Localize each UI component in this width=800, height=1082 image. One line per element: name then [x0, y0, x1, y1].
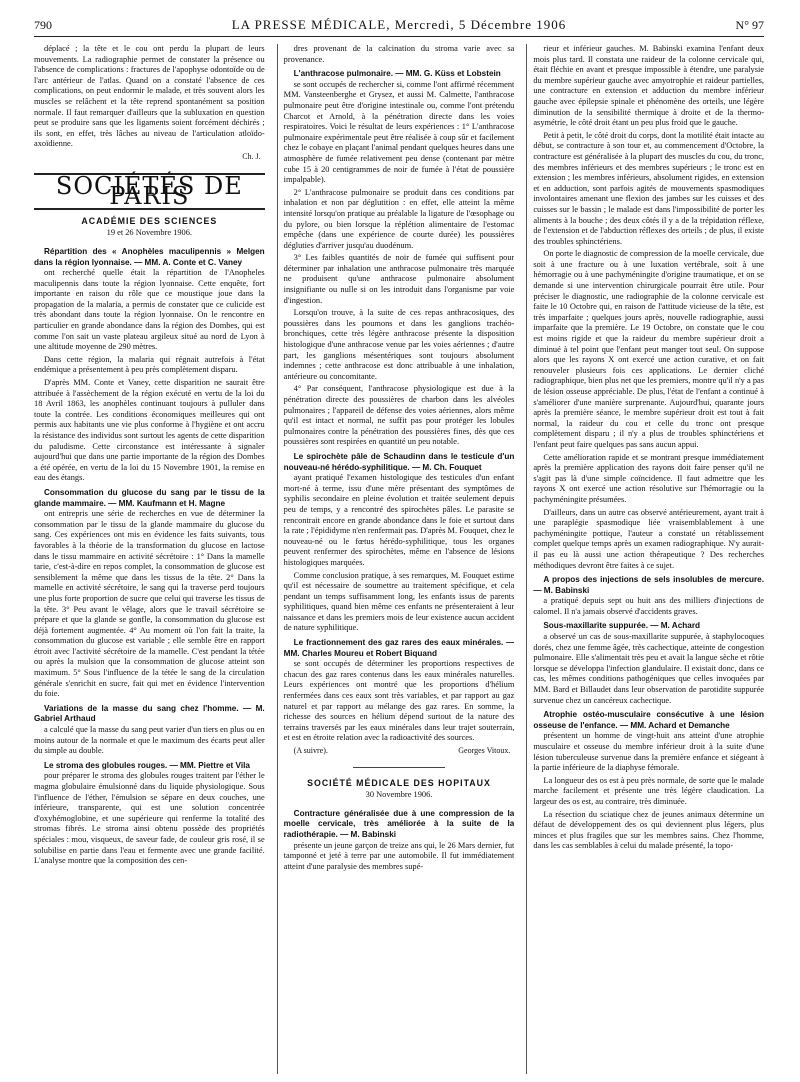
article-paragraph: a calculé que la masse du sang peut varier d'un tiers en plus ou en moins autour de la normale et que le maximum des écarts peut aller du simple au double.	[34, 725, 265, 756]
article-paragraph: a pratiqué depuis sept ou huit ans des milliers d'injections de calomel. Il n'a jamais observé d'accidents graves.	[533, 596, 765, 616]
intro-signature: Ch. J.	[242, 151, 261, 161]
article-paragraph: Petit à petit, le côté droit du corps, dont la motilité était intacte au début, se contracture à son tour et, au commencement d'Octobre, la contracture est généralisée à la plupart des muscles du cou, du tronc, des membres inférieurs et des membres supérieurs ; le tronc est en extension ; les membres inférieurs, absolument rigides, en extension et en adduction, sont parfois agités de mouvements spasmodiques involontaires amenant une flexion des jambes sur les cuisses et des cuisses sur le bassin ; le malade est dans l'impossibilité de porter les aliments à la bouche ; des deux côtés il y a de la trépidation réflexe, de l'extension et de l'abduction réflexes des orteils ; de plus, il existe des troubles sphinctériens.	[533, 130, 765, 246]
article-heading: Le stroma des globules rouges. — MM. Piettre et Vila	[44, 760, 250, 770]
page-number: 790	[34, 17, 52, 32]
article-paragraph: rieur et inférieur gauches. M. Babinski examina l'enfant deux mois plus tard. Il constata une raideur de la colonne cervicale qui, était fléchie en avant et presque impossible à étendre, une paralysie du membre supérieur gauche avec amyotrophie et raideur partielles, une contracture en extension et adduction du membre inférieur gauche avec épilepsie spinale et phénomène des orteils, une légère diminution de la sensibilité thermique à droite et de la thermo-asymétrie, le côté droit étant un peu plus froid que le gauche.	[533, 44, 765, 128]
article-paragraph: 2° L'anthracose pulmonaire se produit dans ces conditions par inhalation et non par déglutition : en effet, elle atteint la même intensité lorsqu'on pratique au préalable la ligature de l'œsophage ou du pylore, ou bien lorsque la réplétion alimentaire de l'estomac empêche (dans une expérience de courte durée) les poussières dégluties d'arriver jusqu'au duodénum.	[283, 187, 515, 250]
article-paragraph: se sont occupés de déterminer les proportions respectives de chacun des gaz rares contenus dans les eaux minérales naturelles. Leurs expériences ont montré que les proportions d'hélium renfermées dans ces eaux sont très variables, et par rapport au gaz naturel et par rapport au mélange des gaz rares. En somme, la richesse des sources en hélium dépend surtout de la nature des terrains traversés par les eaux minérales dans leur trajet souterrain, et est en étroite relation avec la radioactivité des sources.	[283, 659, 515, 743]
article-paragraph: Dans cette région, la malaria qui régnait autrefois à l'état endémique a présentement à peu près complètement disparu.	[34, 354, 265, 375]
article-heading: Contracture généralisée due à une compression de la moelle cervicale, très améliorée à la suite de la radiothérapie. — M. Babinski	[283, 808, 515, 839]
article-columns	[34, 44, 764, 1074]
column-2	[277, 44, 515, 1074]
article-paragraph: ont entrepris une série de recherches en vue de déterminer la consommation par le tissu de la glande mammaire du glucose du sang. Ces expériences ont mis en évidence les faits suivants, tous favorables à la théorie de la transformation du glucose en lactose dans le tissu mammaire en activité sécrétoire : 1° Dans la mamelle tarie, c'est-à-dire en repos complet, la consommation de glucose est sensiblement la même que dans les tissus de la tête. 2° Dans la mamelle en activité sécrétoire, le sang qui la traverse perd toujours une plus forte proportion de sucre que celui qui traverse les tissus de la tête. 3° Peu avant le vêlage, alors que le travail sécrétoire se prépare et que la glande se gonfle, la consommation du glucose est déjà fortement augmentée. 4° Au moment où l'on fait la traite, la consommation du glucose est variable ; elle semble être en rapport étroit avec l'activité sécrétoire de la mamelle. C'est pendant la tétée ou après la mulsion que la consommation de glucose atteint son maximum. 5° Sous l'influence de la tétée le sang de la circulation générale s'enrichit en sucre, fait qui met en évidence l'intervention du foie.	[34, 509, 265, 699]
article-heading: Sous-maxillarite suppurée. — M. Achard	[543, 621, 701, 631]
article-paragraph: Lorsqu'on trouve, à la suite de ces repas anthracosiques, des poussières dans les poumons et dans les ganglions trachéo-bronchiques, cette très légère anthracose présente la disposition histologique d'une anthracose venue par les voies aériennes ; d'autre part, les ganglions mésentériques sont toujours absolument indemnes ; cette anthracose est donc attribuable à une inhalation, antérieure ou concomitante.	[283, 308, 515, 381]
intro-paragraph: déplacé ; la tête et le cou ont perdu la plupart de leurs mouvements. La radiographie permet de constater la présence ou l'absence de complications : fractures de l'apophyse odontoïde ou de l'arc antérieur de l'atlas. Quand on a constaté l'absence de ces complications, on peut endormir le malade, et très souvent alors les muscles se relâchent et la tête reprend spontanément sa position normale. Il faut remarquer d'ailleurs que la subluxation en question peut se produire sans que les ligaments soient forcément déchirés ; ils sont, en effet, très lâches au niveau de l'articulation atloïdo-axoïdienne.	[34, 44, 265, 149]
academie-date: 19 et 26 Novembre 1906.	[106, 228, 193, 238]
journal-title: LA PRESSE MÉDICALE, Mercredi, 5 Décembre 1906	[231, 17, 567, 32]
article-heading: Répartition des « Anophèles maculipennis » Melgen dans la région lyonnaise. — MM. A. Conte et C. Vaney	[34, 246, 265, 267]
article-heading: L'anthracose pulmonaire. — MM. G. Küss et Lobstein	[293, 69, 501, 79]
article-paragraph: La longueur des os est à peu près normale, de sorte que le malade marche facilement et présente une très légère claudication. La largeur des os est, au contraire, très diminuée.	[533, 775, 765, 806]
article-heading: Consommation du glucose du sang par le tissu de la glande mammaire. — MM. Kaufmann et H. Magne	[34, 487, 265, 508]
article-paragraph: présente un jeune garçon de treize ans qui, le 26 Mars dernier, fut tamponné et jeté à terre par une automobile. Il fut immédiatement atteint d'une paralysie des membres supé-	[283, 840, 515, 871]
hopitaux-heading: SOCIÉTÉ MÉDICALE DES HOPITAUX	[307, 777, 491, 788]
article-paragraph: pour préparer le stroma des globules rouges traitent par l'éther le magma globulaire émulsionné dans du liquide physiologique. Sous l'influence de l'éther, l'émulsion se sépare en deux couches, une inférieure, transparente, qui est une solution concentrée d'oxyhémoglobine, et une supérieure qui renferme la totalité des stromas fibrés. Le stroma ainsi obtenu possède des propriétés spéciales : mou, visqueux, de saveur fade, de couleur gris rosé, il se solubilise en partie dans l'eau et fermente avec une grande facilité. L'analyse montre que la composition des cen-	[34, 771, 265, 866]
article-heading: Atrophie ostéo-musculaire consécutive à une lésion osseuse de l'enfance. — MM. Achard et Demanche	[533, 710, 765, 730]
article-paragraph: 3° Les faibles quantités de noir de fumée qui suffisent pour déterminer par inhalation une anthracose pulmonaire très marquée ne produisent qu'une anthracose pulmonaire absolument insignifiante ou nulle si on les introduit dans l'organisme par voie d'ingestion.	[283, 253, 515, 305]
article-paragraph: a observé un cas de sous-maxillarite suppurée, à staphylocoques dorés, chez une femme âgée, très cachectique, atteinte de congestion pulmonaire. Elle s'alimentait très peu et avait la langue sèche et rôtie lorsque se développa l'infection glandulaire. Il existait donc, dans ce cas, les mêmes conditions pathogéniques que celles invoquées par MM. Bard et Billaudet dans leur observation de parotidite suppurée survenue chez un cancéreux cachectique.	[533, 632, 765, 705]
article-paragraph: D'après MM. Conte et Vaney, cette disparition ne saurait être attribuée à l'assèchement de la région exécuté en vertu de la loi du 18 Avril 1863, les anophèles continuant toujours à pulluler dans toute la contrée. Les conditions économiques meilleures qui ont permis aux habitants une vie plus conforme à l'hygiène et ont accru la résistance des individus sont surtout les agents de cette disparition du paludisme. Cette circonstance est intéressante à signaler aujourd'hui que dans une partie importante de la région des Dombes a été opérée, en vertu de la loi du 15 Novembre 1901, la remise en eau des étangs.	[34, 378, 265, 483]
article-paragraph: On porte le diagnostic de compression de la moelle cervicale, due soit à une fracture ou à une luxation vertébrale, soit à une hémorragie ou à une pachyméningite d'origine traumatique, et on se demande si une intervention chirurgicale pourrait être utile. Pour préciser le diagnostic, une radiographie de la colonne cervicale est faite le 10 Octobre qui, en raison de l'attitude vicieuse de la tête, est très imparfaite ; quelques jours après, nouvelle radiographie, aussi imparfaite que la première. Le 19 Octobre, on constate que le cou est moins rigide et que la raideur du membre supérieur droit a diminué à tel point que l'enfant peut manger tout seul. On suppose alors que les rayons X ont exercé une action curative, et on fait renouveler plusieurs fois ces applications. Le dernier cliché radiographique, bien plus net que les premiers, montre qu'il n'y a pas de lésion osseuse appréciable. De plus, l'état de l'enfant a continué à s'améliorer d'une manière surprenante. Aujourd'hui, quarante jours après la première séance, le membre supérieur droit est tout à fait normal, la raideur du cou et celle du tronc ont presque complètement disparu ; il n'y a plus de troubles sphinctériens et l'enfant peut faire quelques pas sans aucun appui.	[533, 249, 765, 449]
article-paragraph: dres provenant de la calcination du stroma varie avec sa provenance.	[283, 44, 515, 64]
article-heading: Le spirochète pâle de Schaudinn dans le testicule d'un nouveau-né hérédo-syphilitique. — M. Ch. Fouquet	[283, 451, 515, 472]
author-signature: Georges Vitoux.	[458, 746, 511, 755]
page-header	[34, 14, 764, 37]
article-paragraph: présentent un homme de vingt-huit ans atteint d'une atrophie musculaire et osseuse du membre inférieur droit à la suite d'une lésion tuberculeuse survenue dans la première enfance et siégeant à la partie inférieure de la diaphyse fémorale.	[533, 731, 765, 773]
section-title: SOCIÉTÉS DE PARIS	[34, 173, 265, 210]
article-paragraph: D'ailleurs, dans un autre cas observé antérieurement, ayant trait à une paraplégie spasmodique liée vraisemblablement à une pachyméningite pottique, l'auteur a constaté un rétablissement complet quelque temps après un examen radiographique. N'y aurait-il pas eu là aussi une action thérapeutique ? Des recherches méthodiques devront être faites à ce sujet.	[533, 507, 765, 570]
column-1	[34, 44, 265, 1074]
column-3	[526, 44, 764, 1074]
article-heading: Variations de la masse du sang chez l'homme. — M. Gabriel Arthaud	[34, 703, 265, 724]
academie-heading: ACADÉMIE DES SCIENCES	[81, 215, 218, 226]
hopitaux-date: 30 Novembre 1906.	[365, 790, 433, 800]
article-paragraph: La résection du sciatique chez de jeunes animaux détermine un défaut de développement des os qui deviennent plus légers, plus minces et plus fragiles que sur les membres sains. Chez l'homme, dans les cas semblables à celui du malade présenté, la topo-	[533, 809, 765, 851]
article-heading: Le fractionnement des gaz rares des eaux minérales. — MM. Charles Moureu et Robert Biquand	[283, 638, 515, 658]
issue-number: N° 97	[735, 17, 764, 32]
article-paragraph: ayant pratiqué l'examen histologique des testicules d'un enfant mort-né à terme, issu d'une mère présentant des symptômes de syphilis secondaire en pleine évolution et traitée seulement depuis peu de temps, y a rencontré des spirochètes pâles. Le parasite se rencontrait encore en grande abondance dans le foie et surtout dans la rate ; l'épididyme n'en renfermait pas. D'après M. Fouquet, chez le nouveau-né ou le fœtus hérédo-syphilitique, tous les organes peuvent renfermer des spirochètes, même en l'absence de lésions histologiques marquées.	[283, 473, 515, 567]
article-paragraph: 4° Par conséquent, l'anthracose physiologique est due à la pénétration directe des poussières de charbon dans les alvéoles pulmonaires ; l'appareil de défense des voies aériennes, alors même qu'il est intact et normal, ne suffit pas pour protéger les lobules pulmonaires contre la pénétration des poussières fines, dès que ces poussières sont respirées en quantité un peu notable.	[283, 384, 515, 447]
article-heading: A propos des injections de sels insolubles de mercure. — M. Babinski	[533, 575, 765, 595]
article-paragraph: ont recherché quelle était la répartition de l'Anopheles maculipennis dans toute la région lyonnaise. Cette enquête, fort importante en raison du rôle que ce moustique joue dans la propagation de la malaria, a permis de constater que ce culicide est très abondant dans toute la région lyonnaise. On le rencontre en particulier en grande abondance dans la région des Dombes, qui est comme l'on sait un vaste plateau argileux situé au nord de Lyon à une altitude moyenne de 290 mètres.	[34, 268, 265, 352]
divider	[353, 767, 445, 768]
article-paragraph: Comme conclusion pratique, à ses remarques, M. Fouquet estime qu'il est nécessaire de soumettre au traitement spécifique, et cela pendant un temps suffisamment long, les enfants issus de parents syphilitiques, quand bien même ces enfants ne présenteraient à leur naissance et dans les premiers mois de leur existence aucun accident de nature syphilitique.	[283, 570, 515, 633]
article-signature	[294, 746, 511, 757]
to-be-continued: (A suivre).	[293, 746, 328, 755]
article-paragraph: se sont occupés de rechercher si, comme l'ont affirmé récemment MM. Vansteenberghe et Grysez, et aussi M. Calmette, l'anthracose pulmonaire peut être d'origine intestinale ou, comme l'ont prétendu Charcot et Arnold, à la pénétration directe dans les voies respiratoires. Voici le résultat de leurs expériences : 1° L'anthracose pulmonaire expérimentale peut être réalisée à coup sûr et facilement chez le cobaye en plaçant l'animal pendant quelques heures dans une atmosphère de fumée relativement peu dense (contenant par mètre cube 15 à 20 centigrammes de noir de fumée à l'état de poussière impalpable).	[283, 79, 515, 185]
article-paragraph: Cette amélioration rapide et se montrant presque immédiatement après la première application des rayons doit faire penser qu'il ne s'agit pas là d'une simple coïncidence. Il faut admettre que les rayons X ont exercé une action résolutive sur l'hémorragie ou la pachyméningite présumées.	[533, 452, 765, 504]
